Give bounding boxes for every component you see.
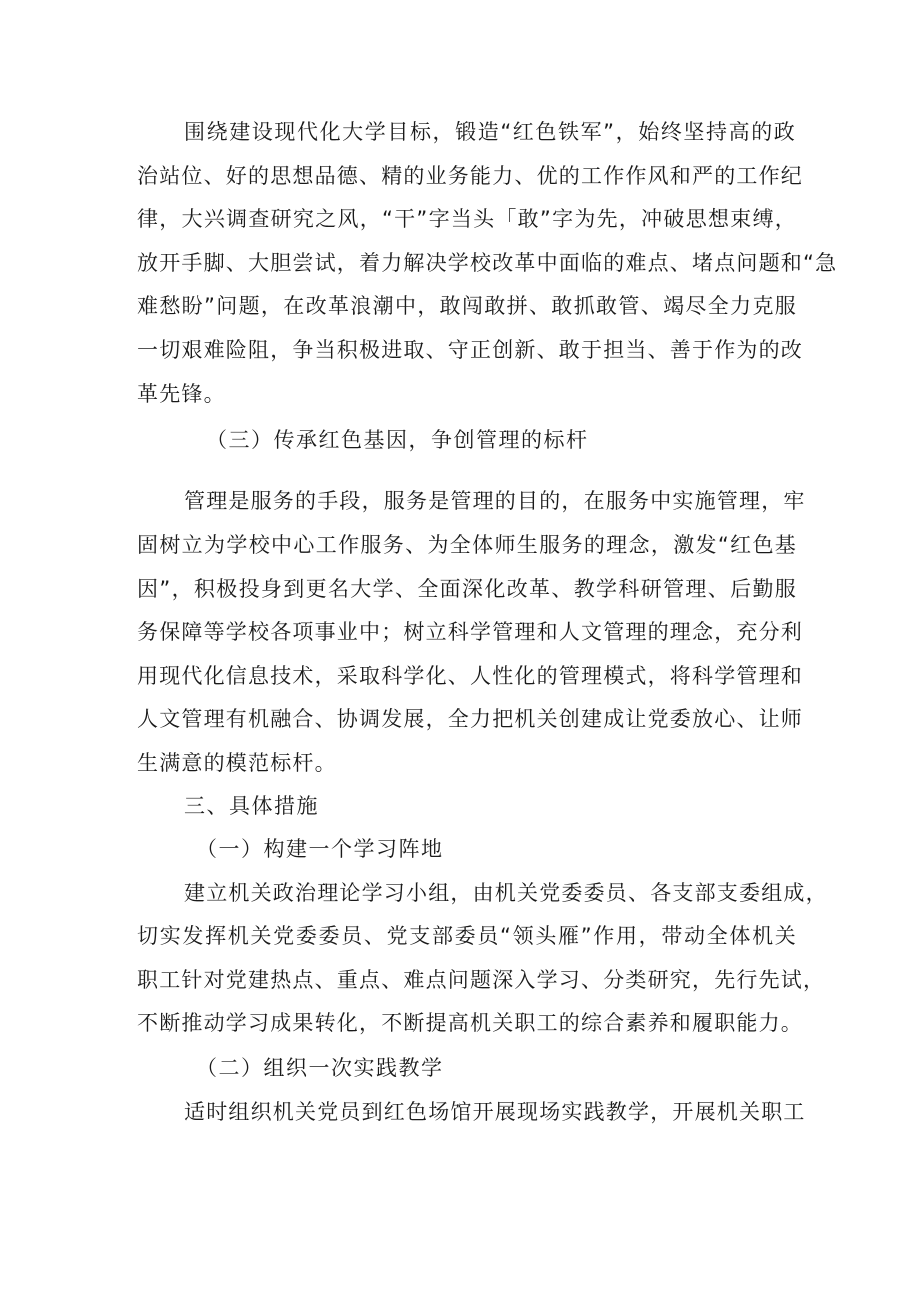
paragraph-line: 切实发挥机关党委委员、党支部委员“领头雁”作用，带动全体机关 xyxy=(137,924,797,948)
paragraph-line: 建立机关政治理论学习小组，由机关党委委员、各支部支委组成， xyxy=(184,881,828,905)
paragraph-line: 治站位、好的思想品德、精的业务能力、优的工作作风和严的工作纪 xyxy=(137,164,803,188)
paragraph-line: 不断推动学习成果转化，不断提高机关职工的综合素养和履职能力。 xyxy=(137,1011,803,1035)
paragraph-line: 难愁盼”问题，在改革浪潮中，敢闯敢拼、敢抓敢管、竭尽全力克服 xyxy=(137,294,797,318)
paragraph-line: 职工针对党建热点、重点、难点问题深入学习、分类研究，先行先试， xyxy=(137,968,826,992)
paragraph-line: 人文管理有机融合、协调发展，全力把机关创建成让党委放心、让师 xyxy=(137,707,803,731)
paragraph-line: 生满意的模范标杆。 xyxy=(137,751,337,775)
paragraph-line: 适时组织机关党员到红色场馆开展现场实践教学，开展机关职工 xyxy=(184,1100,806,1124)
paragraph-line: 放开手脚、大胆尝试，着力解决学校改革中面临的难点、堵点问题和“急 xyxy=(137,251,838,275)
subheading-3: （三）传承红色基因，争创管理的标杆 xyxy=(206,428,589,452)
paragraph-line: 因”，积极投身到更名大学、全面深化改革、教学科研管理、后勤服 xyxy=(137,577,797,601)
paragraph-line: 律，大兴调查研究之风，“干”字当头「敢”字为先，冲破思想束缚， xyxy=(137,207,797,231)
paragraph-line: 管理是服务的手段，服务是管理的目的，在服务中实施管理，牢 xyxy=(184,489,806,513)
paragraph-line: 革先锋。 xyxy=(137,382,226,406)
section-heading: 三、具体措施 xyxy=(184,794,319,818)
paragraph-line: 固树立为学校中心工作服务、为全体师生服务的理念，激发“红色基 xyxy=(137,533,797,557)
paragraph-line: 围绕建设现代化大学目标，锻造“红色铁军”，始终坚持高的政 xyxy=(184,120,796,144)
paragraph-line: 用现代化信息技术，采取科学化、人性化的管理模式，将科学管理和 xyxy=(137,664,803,688)
paragraph-line: 务保障等学校各项事业中；树立科学管理和人文管理的理念，充分利 xyxy=(137,620,803,644)
subheading-1: （一）构建一个学习阵地 xyxy=(196,837,444,861)
paragraph-line: 一切艰难险阻，争当积极进取、守正创新、敢于担当、善于作为的改 xyxy=(137,338,803,362)
subheading-2: （二）组织一次实践教学 xyxy=(196,1056,444,1080)
